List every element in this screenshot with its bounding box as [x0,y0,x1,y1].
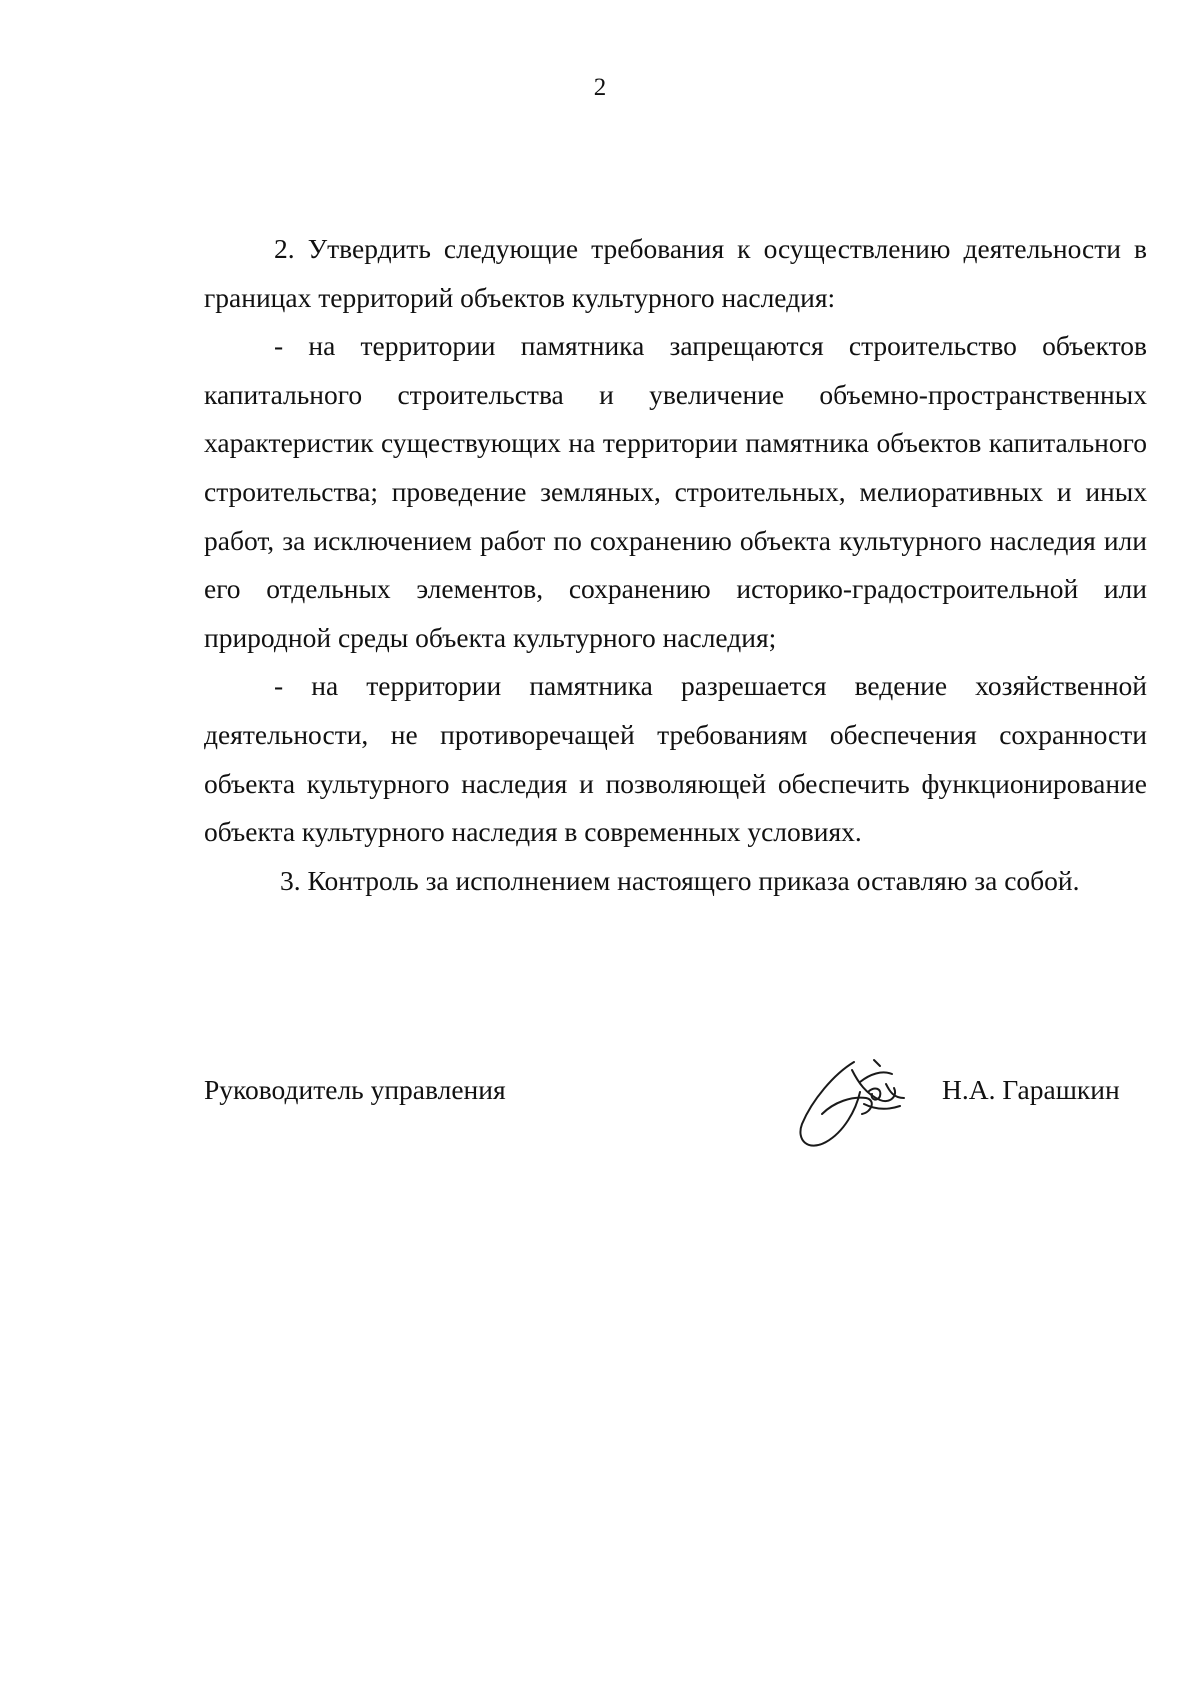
signature-block [204,1052,1147,1162]
document-body [204,225,1147,905]
signer-name: Н.А. Гарашкин [942,1074,1120,1105]
paragraph-permissions: - на территории памятника разрешается ведение хозяйственной деятельности, не противоречащей требованиям обеспечения сохранности объекта культурного наследия и позволяющей обеспечить функционирование объекта культурного наследия в современных условиях. [204,670,1147,848]
handwritten-signature [794,1052,914,1162]
paragraph-control: 3. Контроль за исполнением настоящего приказа оставляю за собой. [280,864,1080,896]
page-number: 2 [593,74,607,101]
paragraph-requirements: 2. Утвердить следующие требования к осуществлению деятельности в границах территорий объектов культурного наследия: [204,233,1147,313]
paragraph-prohibitions: - на территории памятника запрещаются строительство объектов капитального строительства и увеличение объемно-пространственных характеристик существующих на территории памятника объектов капитального строительства; проведение земляных, строительных, мелиоративных и иных работ, за исключением работ по сохранению объекта культурного наследия или его отдельных элементов, сохранению историко-градостроительной или природной среды объекта культурного наследия; [204,330,1147,653]
signer-position: Руководитель управления [204,1074,506,1105]
